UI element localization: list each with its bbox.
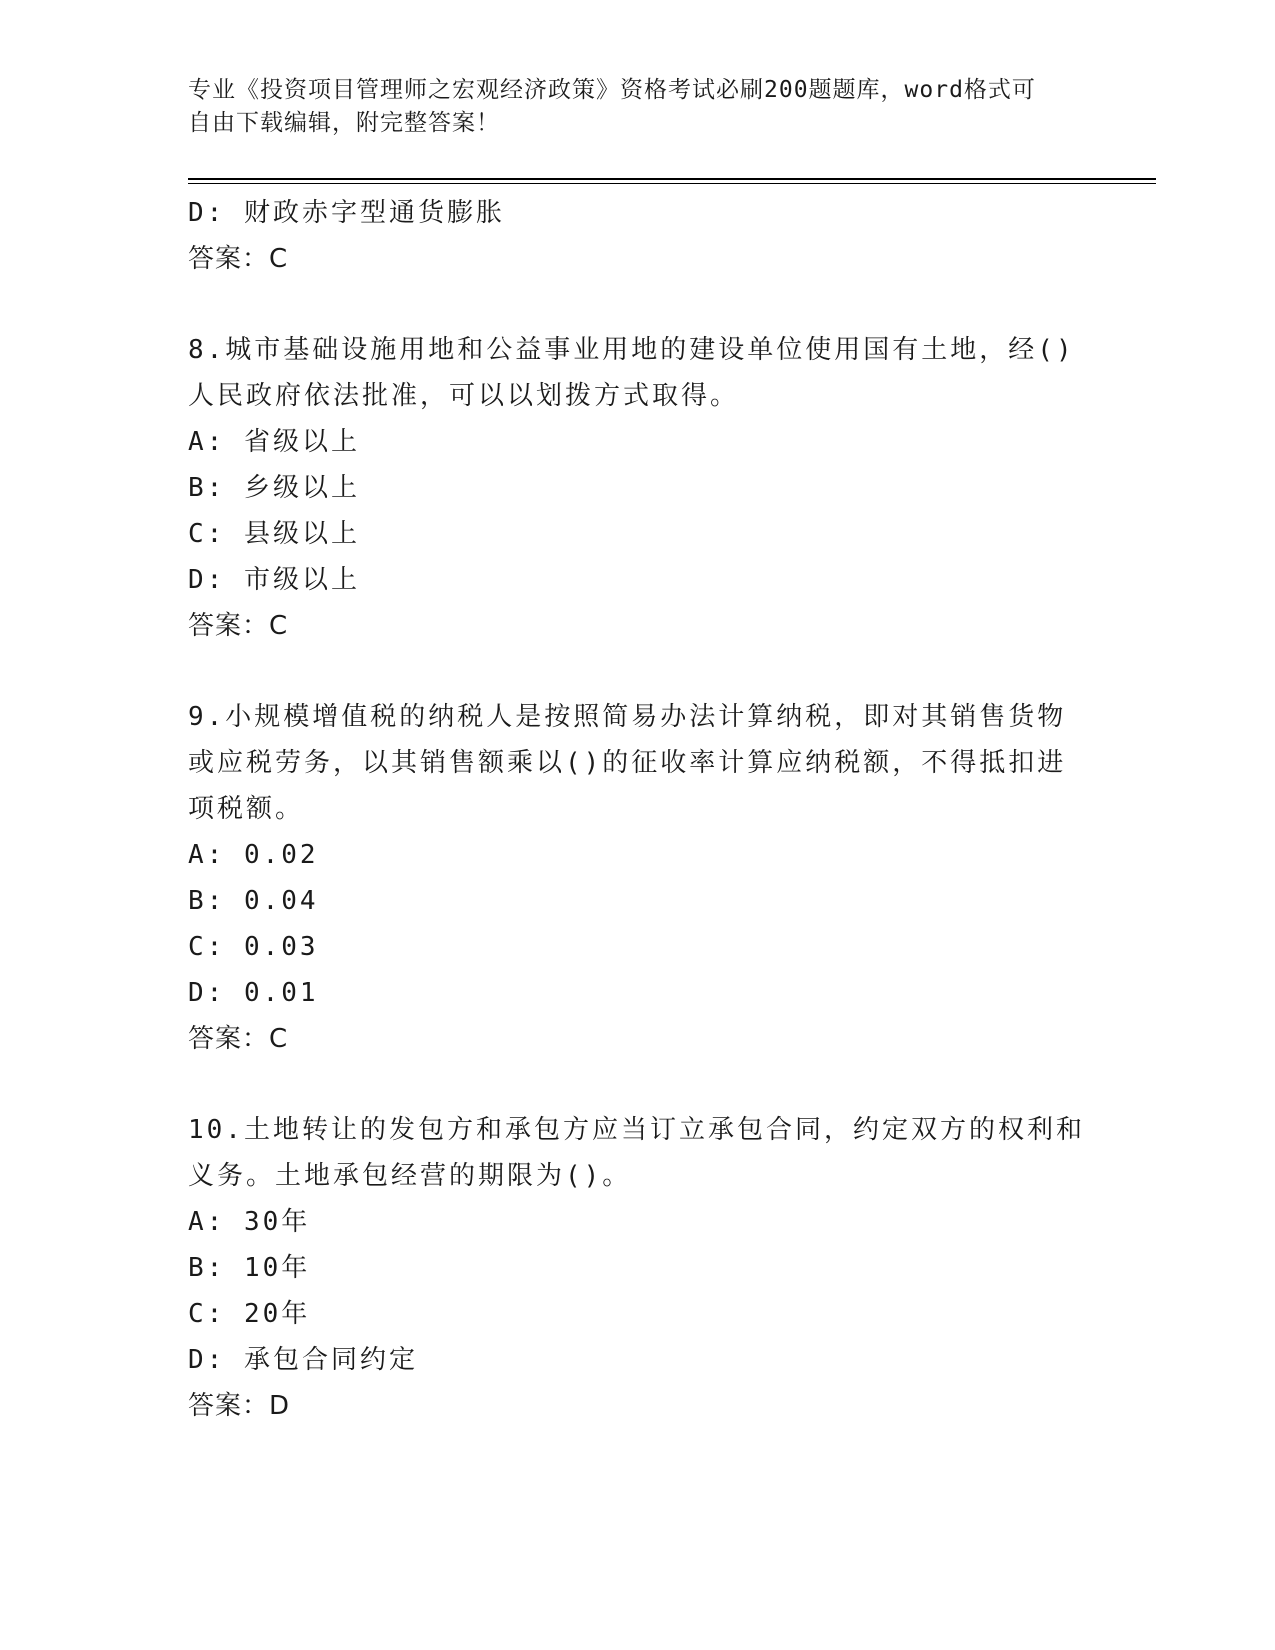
header-divider-thick (188, 178, 1156, 180)
question-10 (188, 1107, 1088, 1429)
question-text-line: 10.土地转让的发包方和承包方应当订立承包合同，约定双方的权利和 (188, 1115, 1085, 1145)
option-a: A: 0.02 (188, 840, 319, 870)
header-line-2: 自由下载编辑，附完整答案！ (188, 110, 500, 136)
document-header (188, 74, 1068, 140)
option-c: C: 20年 (188, 1299, 311, 1329)
option-d: D: 市级以上 (188, 565, 360, 595)
question-text-line: 项税额。 (188, 794, 305, 824)
header-line-1: 专业《投资项目管理师之宏观经济政策》资格考试必刷200题题库，word格式可 (188, 77, 1036, 103)
header-divider-thin (188, 183, 1156, 184)
option-b: B: 0.04 (188, 886, 319, 916)
question-8 (188, 327, 1088, 649)
option-a: A: 省级以上 (188, 427, 360, 457)
option-d: D: 承包合同约定 (188, 1345, 418, 1375)
question-text-line: 人民政府依法批准，可以以划拨方式取得。 (188, 381, 740, 411)
question-text-line: 9.小规模增值税的纳税人是按照简易办法计算纳税，即对其销售货物 (188, 702, 1067, 732)
question-list (188, 190, 1088, 1429)
question-text-line: 8.城市基础设施用地和公益事业用地的建设单位使用国有土地，经() (188, 335, 1075, 365)
question-9 (188, 694, 1088, 1062)
answer-line: 答案：C (188, 1024, 289, 1054)
option-c: C: 县级以上 (188, 519, 360, 549)
question-text-line: 义务。土地承包经营的期限为()。 (188, 1161, 632, 1191)
answer-line: 答案：D (188, 1391, 291, 1421)
answer-line: 答案：C (188, 244, 289, 274)
option-b: B: 乡级以上 (188, 473, 360, 503)
option-d: D: 0.01 (188, 978, 319, 1008)
option-d: D: 财政赤字型通货膨胀 (188, 198, 505, 228)
option-c: C: 0.03 (188, 932, 319, 962)
option-b: B: 10年 (188, 1253, 311, 1283)
option-a: A: 30年 (188, 1207, 311, 1237)
answer-line: 答案：C (188, 611, 289, 641)
question-text-line: 或应税劳务，以其销售额乘以()的征收率计算应纳税额，不得抵扣进 (188, 748, 1067, 778)
